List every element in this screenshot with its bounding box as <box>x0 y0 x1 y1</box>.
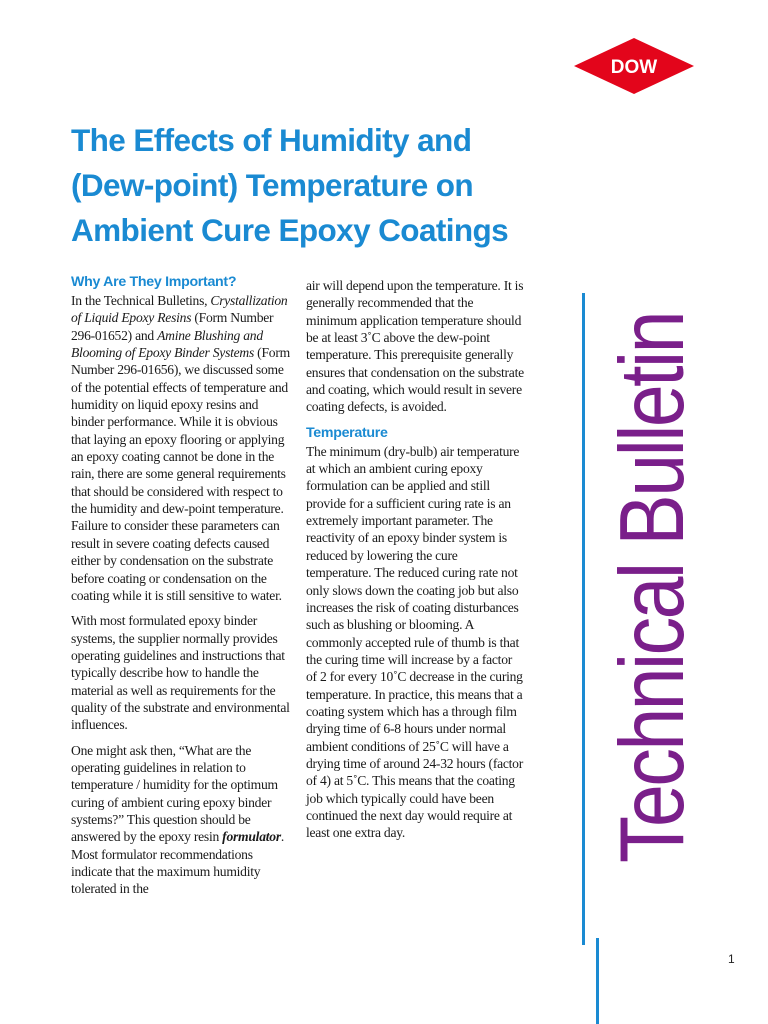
page-number: 1 <box>728 952 735 966</box>
text-run: (Form Number 296-01656), we discussed some of the potential effects of temperature and humidity on liquid epoxy resins and binder performance. While it is obvious that laying an epoxy flooring or applying an epoxy coating cannot be done in the rain, there are some general requirements that should be considered with respect to the humidity and dew-point temperature. Failure to consider these parameters can result in severe coating defects caused either by condensation on the substrate before coating or condensation on the coating while it is still sensitive to water. <box>71 345 290 603</box>
paragraph <box>71 292 293 604</box>
divider-line <box>582 293 585 945</box>
column-left <box>71 272 293 906</box>
text-run: (Form Number 296-01652) and <box>71 310 274 343</box>
text-run: One might ask then, “What are the operating guidelines in relation to temperature / humidity for the optimum curing of ambient curing epoxy binder systems?” This question should be answered by the epoxy resin <box>71 742 278 845</box>
side-title <box>601 258 704 918</box>
text-run: In the Technical Bulletins, <box>71 293 211 308</box>
side-title-text: Technical Bulletin <box>601 313 704 863</box>
bulletin-title: Crystallization of Liquid Epoxy Resins <box>71 293 288 326</box>
bulletin-title: Amine Blushing and Blooming of Epoxy Binder Systems <box>71 327 263 361</box>
page-title <box>71 118 551 253</box>
paragraph: air will depend upon the temperature. It is generally recommended that the minimum application temperature should be at least 3˚C above the dew-point temperature. This prerequisite generally ensures that condensation on the substrate and coating, which would result in severe coating defects, is avoided. <box>306 278 524 415</box>
logo-text: DOW <box>610 57 658 78</box>
column-middle <box>306 277 524 850</box>
paragraph: The minimum (dry-bulb) air temperature at which an ambient curing epoxy formulation can be applied and still provide for a sufficient curing rate is an extremely important parameter. The reactivity of an epoxy binder system is reduced by lowering the cure temperature. The reduced curing rate not only slows down the coating job but also increases the risk of coating disturbances such as blushing or blooming. A commonly accepted rule of thumb is that the curing time will increase by a factor of 2 for every 10˚C decrease in the curing temperature. In practice, this means that a coating system which has a through film drying time of 6-8 hours under normal ambient conditions of 25˚C will have a drying time of around 24-32 hours (factor of 4) at 5˚C. This means that the coating job which typically could have been continued the next day would require at least one extra day. <box>306 443 524 841</box>
emphasis: formulator <box>222 829 281 845</box>
paragraph <box>71 742 293 898</box>
title-line: The Effects of Humidity and <box>71 122 472 158</box>
dow-logo <box>572 36 696 96</box>
section-heading-importance: Why Are They Important? <box>71 274 237 290</box>
title-line: (Dew-point) Temperature on <box>71 167 474 203</box>
paragraph: With most formulated epoxy binder systems, the supplier normally provides operating guidelines and instructions that typically describe how to handle the material as well as requirements for the quality of the substrate and environmental influences. <box>71 613 290 733</box>
title-line: Ambient Cure Epoxy Coatings <box>71 212 509 248</box>
divider-line <box>596 938 599 1024</box>
section-heading-temperature: Temperature <box>306 424 388 441</box>
text-run: . Most formulator recommendations indicate that the maximum humidity tolerated in the <box>71 829 285 897</box>
